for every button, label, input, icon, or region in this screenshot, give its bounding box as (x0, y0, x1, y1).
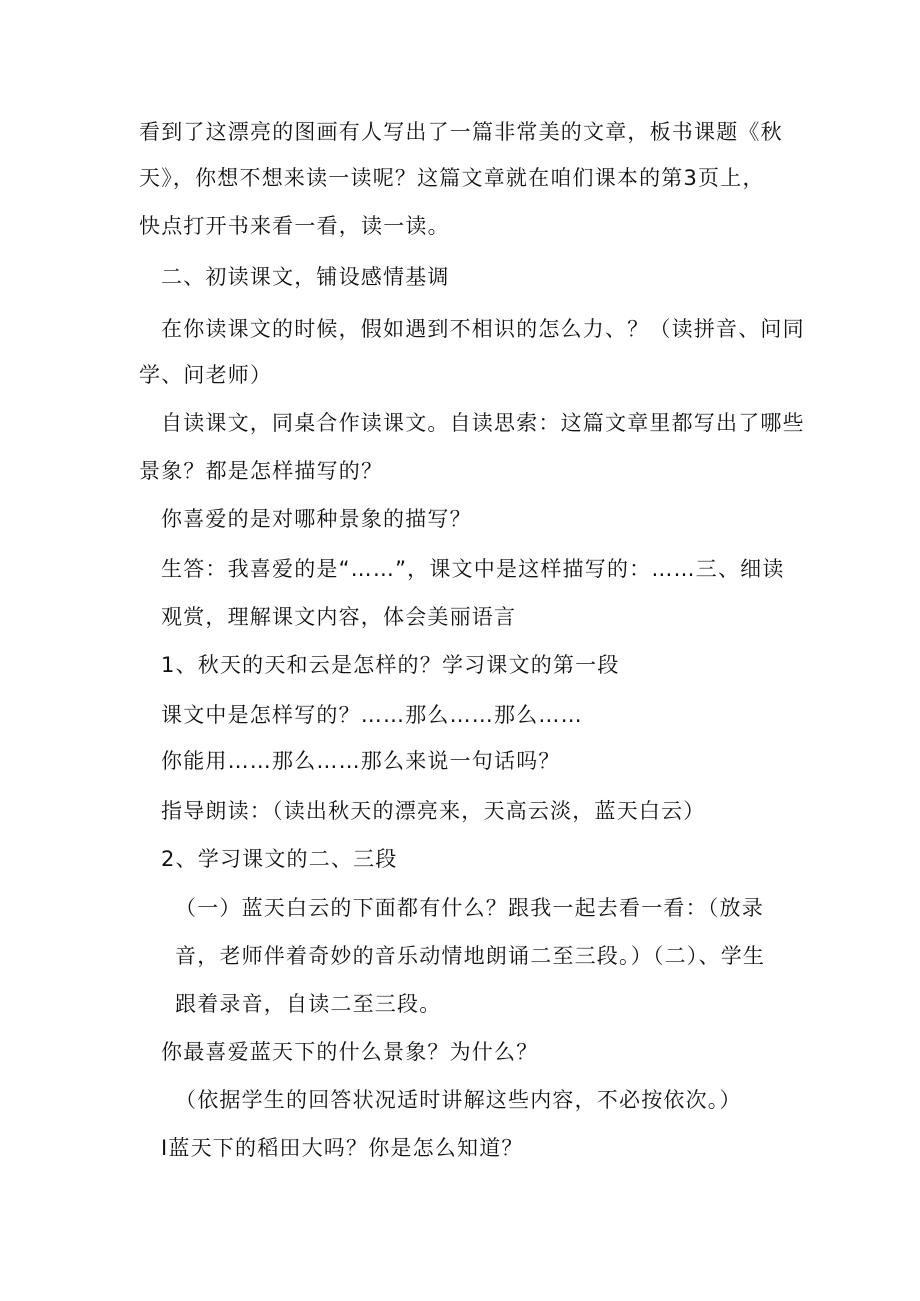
paragraph-line-10: 生答：我喜爱的是“……”，课文中是这样描写的：……三、细读 (161, 557, 785, 581)
paragraph-line-13: 课文中是怎样写的？……那么……那么…… (161, 703, 583, 727)
paragraph-line-9: 你喜爱的是对哪种景象的描写？ (161, 507, 472, 531)
paragraph-line-18: 音，老师伴着奇妙的音乐动情地朗诵二至三段。）（二）、学生 (175, 944, 766, 968)
paragraph-line-20: 你最喜爱蓝天下的什么景象？为什么？ (161, 1040, 539, 1064)
paragraph-line-7: 自读课文，同桌合作读课文。自读思索：这篇文章里都写出了哪些 (161, 411, 805, 435)
paragraph-line-11: 观赏，理解课文内容，体会美丽语言 (161, 605, 517, 629)
paragraph-line-22: I蓝天下的稻田大吗？你是怎么知道？ (161, 1136, 524, 1160)
paragraph-line-3: 快点打开书来看一看，读一读。 (139, 214, 450, 238)
paragraph-line-21: （依据学生的回答状况适时讲解这些内容，不必按依次。） (175, 1088, 742, 1112)
paragraph-line-17: （一）蓝天白云的下面都有什么？跟我一起去看一看：（放录 (175, 896, 764, 920)
paragraph-line-19: 跟着录音，自读二至三段。 (175, 992, 442, 1016)
section-heading-2: 二、初读课文，铺设感情基调 (161, 265, 450, 289)
paragraph-line-5: 在你读课文的时候，假如遇到不相识的怎么力、？（读拼音、问同 (161, 317, 805, 341)
paragraph-line-2: 天》，你想不想来读一读呢？这篇文章就在咱们课本的第3页上， (139, 166, 765, 190)
paragraph-line-8: 景象？都是怎样描写的？ (139, 459, 384, 483)
paragraph-line-1: 看到了这漂亮的图画有人写出了一篇非常美的文章，板书课题《秋 (139, 120, 783, 144)
paragraph-line-12: 1、秋天的天和云是怎样的？学习课文的第一段 (161, 653, 620, 677)
paragraph-line-14: 你能用……那么……那么来说一句话吗？ (161, 749, 561, 773)
paragraph-line-6: 学、问老师） (139, 363, 273, 387)
paragraph-line-16: 2、学习课文的二、三段 (161, 847, 398, 871)
paragraph-line-15: 指导朗读：（读出秋天的漂亮来，天高云淡，蓝天白云） (161, 799, 706, 823)
